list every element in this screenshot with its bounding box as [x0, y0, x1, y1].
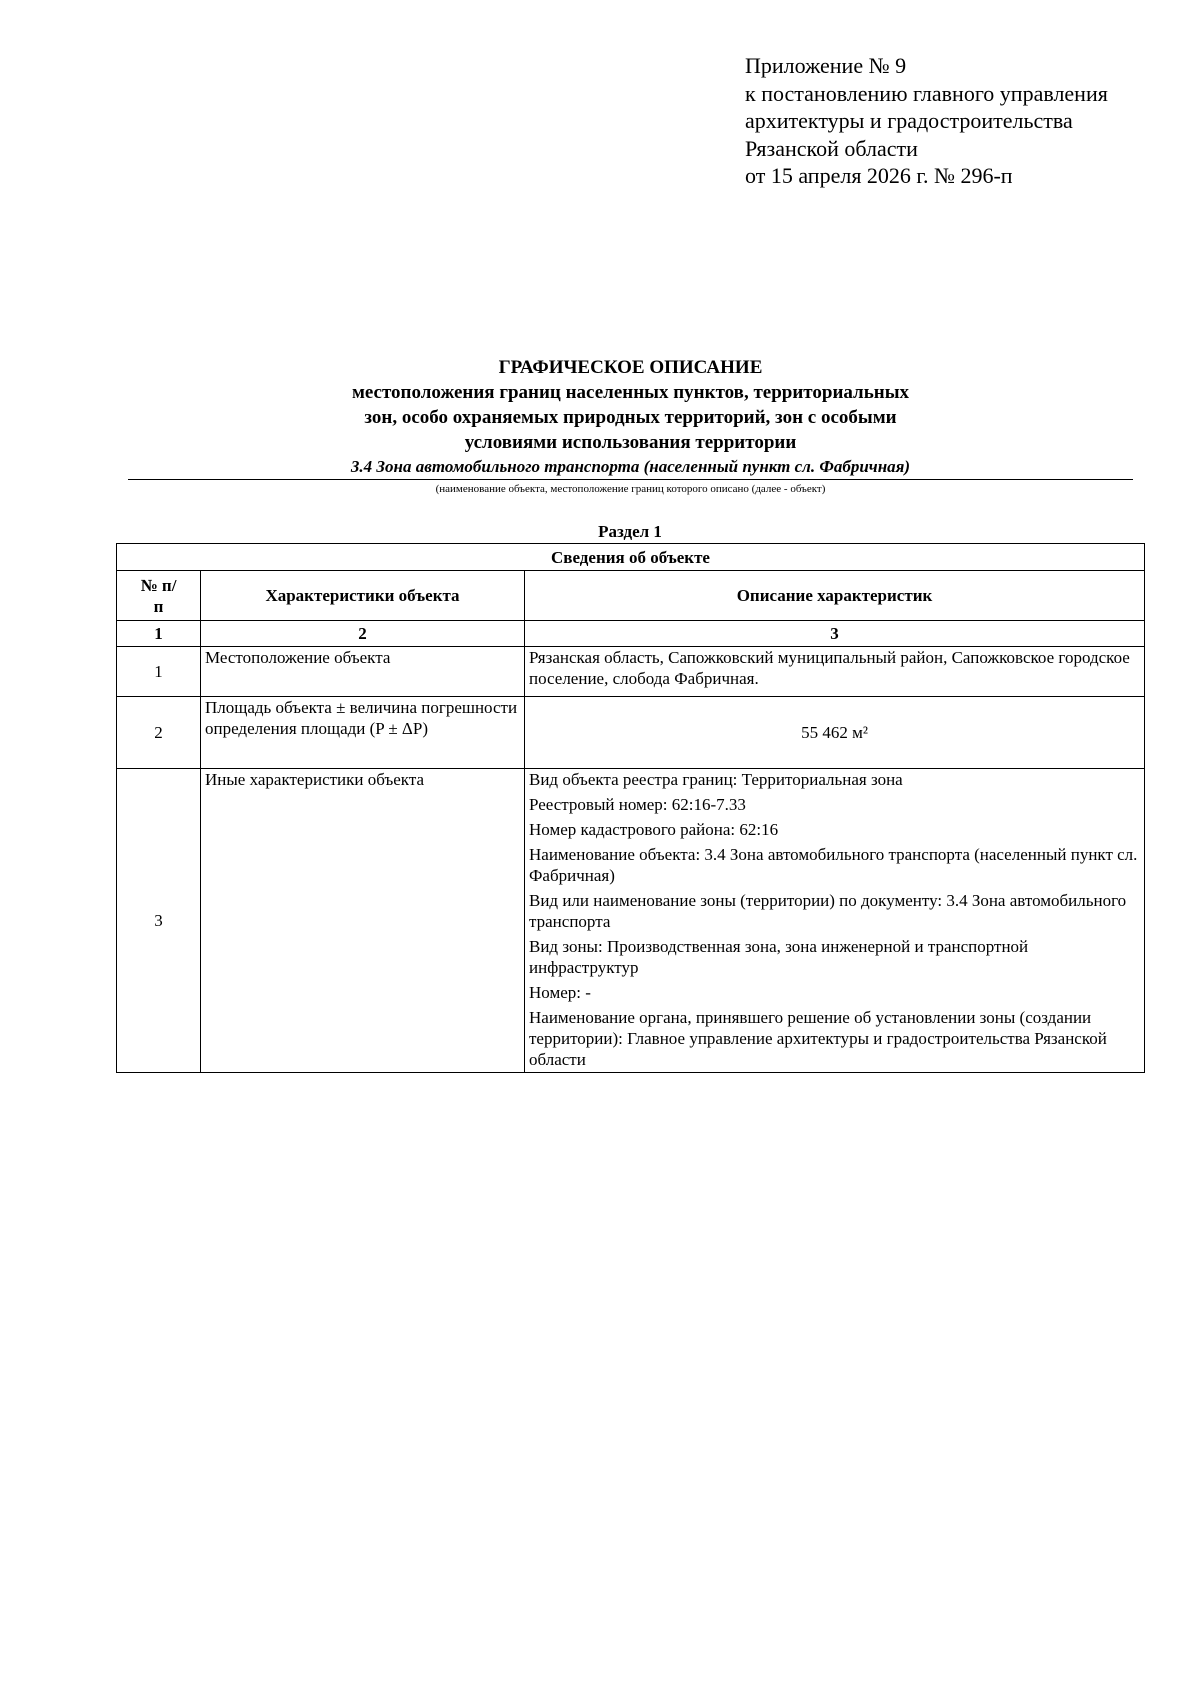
description-line: Номер: -: [529, 983, 591, 1002]
description-line: Номер кадастрового района: 62:16: [529, 820, 779, 839]
column-number: 3: [525, 621, 1145, 647]
header-description: Описание характеристик: [525, 571, 1145, 621]
appendix-block: [745, 52, 1108, 190]
description-line: Вид зоны: Производственная зона, зона инженерной и транспортной инфраструктур: [529, 937, 1029, 977]
object-caption: (наименование объекта, местоположение границ которого описано (далее - объект): [435, 483, 826, 495]
document-subtitle-line: зон, особо охраняемых природных территорий, зон с особыми: [364, 407, 897, 428]
description-line: Реестровый номер: 62:16-7.33: [529, 795, 746, 814]
description-line: Вид объекта реестра границ: Территориальная зона: [529, 770, 903, 789]
row-characteristic: Площадь объекта ± величина погрешности определения площади (P ± ΔP): [201, 697, 525, 769]
appendix-line: архитектуры и градостроительства: [745, 108, 1073, 133]
description-line: Наименование объекта: 3.4 Зона автомобильного транспорта (населенный пункт сл. Фабричная): [529, 845, 1138, 885]
table-title: Сведения об объекте: [117, 544, 1145, 571]
table-row: [117, 697, 1145, 769]
description-line: Наименование органа, принявшего решение об установлении зоны (создании территории): Главное управление архитектуры и градостроительства Рязанской области: [529, 1008, 1107, 1069]
document-subtitle-line: условиями использования территории: [464, 432, 797, 453]
table-row: [117, 769, 1145, 1073]
section-label: Раздел 1: [598, 522, 662, 541]
row-description: [525, 647, 1145, 697]
column-number: 2: [201, 621, 525, 647]
title-block: [128, 355, 1133, 497]
header-num: [117, 571, 201, 621]
document-subtitle-line: местоположения границ населенных пунктов, территориальных: [351, 382, 910, 403]
description-line: Рязанская область, Сапожковский муниципальный район, Сапожковское городское поселение, слобода Фабричная.: [529, 648, 1130, 688]
appendix-line: Рязанской области: [745, 135, 918, 161]
appendix-line: Приложение № 9: [745, 53, 907, 78]
description-line: 55 462 м²: [801, 723, 868, 742]
column-number: 1: [117, 621, 201, 647]
row-description: [525, 769, 1145, 1073]
table-header-row: [117, 571, 1145, 621]
appendix-line: от 15 апреля 2026 г. № 296-п: [745, 163, 1013, 188]
object-name: 3.4 Зона автомобильного транспорта (населенный пункт сл. Фабричная): [128, 456, 1133, 480]
row-description: [525, 697, 1145, 769]
table-row: [117, 647, 1145, 697]
object-info-table: [116, 543, 1145, 1073]
description-line: Вид или наименование зоны (территории) по документу: 3.4 Зона автомобильного транспорта: [529, 891, 1127, 931]
row-num: 1: [117, 647, 201, 697]
column-number-row: [117, 621, 1145, 647]
row-num: 3: [117, 769, 201, 1073]
row-characteristic: Иные характеристики объекта: [201, 769, 525, 1073]
appendix-line: к постановлению главного управления: [745, 80, 1108, 106]
header-num-label: № п/п: [140, 575, 177, 616]
row-num: 2: [117, 697, 201, 769]
row-characteristic: Местоположение объекта: [201, 647, 525, 697]
table-title-row: [117, 544, 1145, 571]
document-title: ГРАФИЧЕСКОЕ ОПИСАНИЕ: [498, 357, 763, 378]
header-characteristic: Характеристики объекта: [201, 571, 525, 621]
